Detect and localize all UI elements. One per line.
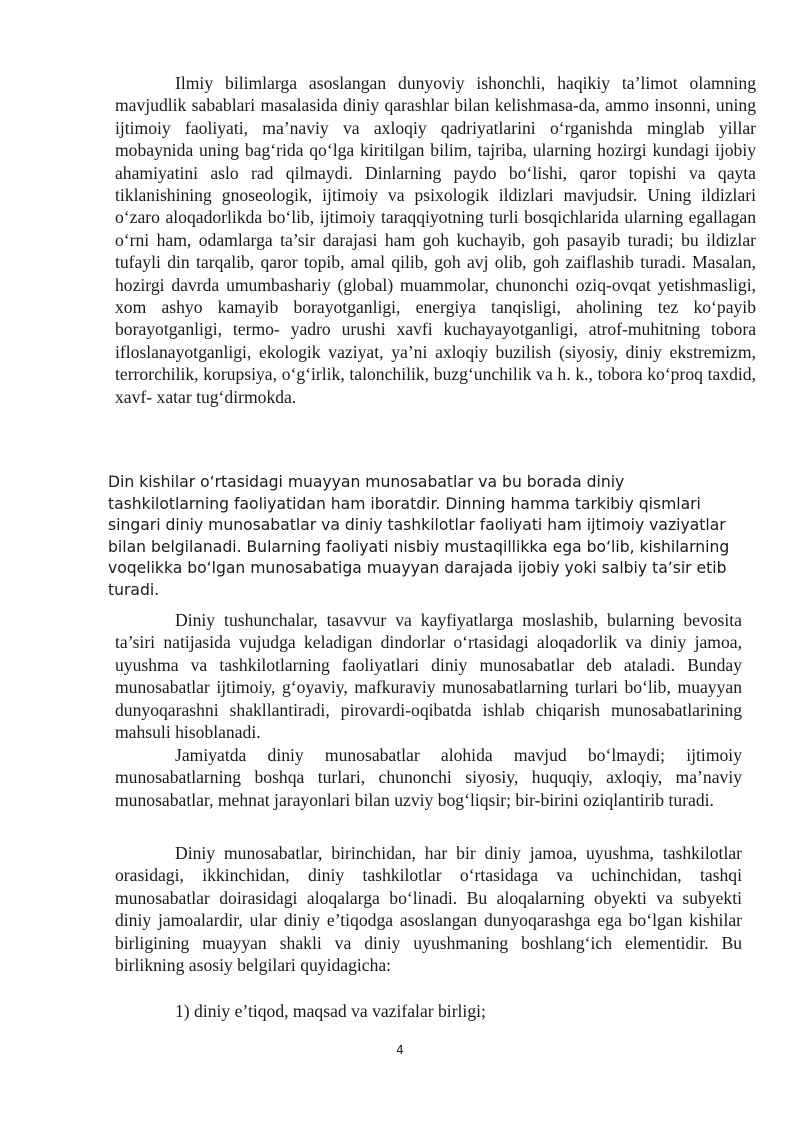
body-paragraph: Jamiyatda diniy munosabatlar alohida mavjud bo‘lmaydi; ijtimoiy munosabatlarning boshqa turlari, chunonchi siyosiy, huquqiy, axloqiy, ma’naviy munosabatlar, mehnat jarayonlari bilan uzviy bog‘liqsir; bir-birini oziqlantirib turadi. [115,745,742,810]
page-number: 4 [396,1043,404,1057]
body-paragraph: Ilmiy bilimlarga asoslangan dunyoviy ishonchli, haqikiy ta’limot olamning mavjudlik sabablari masalasida diniy qarashlar bilan kelishmasa-da, ammo insonni, uning ijtimoiy faoliyati, ma’naviy va axloqiy qadriyatlarini o‘rganishda minglab yillar mobaynida uning bag‘rida qo‘lga kiritilgan bilim, tajriba, ularning hozirgi kundagi ijobiy ahamiyatini aslo rad qilmaydi. Dinlarning paydo bo‘lishi, qaror topishi va qayta tiklanishining gnoseologik, ijtimoiy va psixologik ildizlari mavjudsir. Uning ildizlari o‘zaro aloqadorlikda bo‘lib, ijtimoiy taraqqiyotning turli bosqichlarida ularning egallagan o‘rni ham, odamlarga ta’sir darajasi ham goh kuchayib, goh pasayib turadi; bu ildizlar tufayli din tarqalib, qaror topib, amal qilib, goh avj olib, goh zaiflashib turadi. Masalan, hozirgi davrda umumbashariy (global) muammolar, chunonchi oziq-ovqat yetishmasligi, xom ashyo kamayib borayotganligi, energiya tanqisligi, aholining tez ko‘payib borayotganligi, termo- yadro urushi xavfi kuchayayotganligi, atrof-muhitning tobora ifloslanayotganligi, ekologik vaziyat, ya’ni axloqiy buzilish (siyosiy, diniy ekstremizm, terrorchilik, korupsiya, o‘g‘irlik, talonchilik, buzg‘unchilik va h. k., tobora ko‘proq taxdid, xavf- xatar tug‘dirmokda. [115,73,756,407]
body-paragraph: Din kishilar o‘rtasidagi muayyan munosabatlar va bu borada diniy tashkilotlarning faoliyatidan ham iboratdir. Dinning hamma tarkibiy qismlari singari diniy munosabatlar va diniy tashkilotlar faoliyati ham ijtimoiy vaziyatlar bilan belgilanadi. Bularning faoliyati nisbiy mustaqillikka ega bo‘lib, kishilarning voqelikka bo‘lgan munosabatiga muayyan darajada ijobiy yoki salbiy ta’sir etib turadi. [108,473,730,599]
list-item: 1) diniy e’tiqod, maqsad va vazifalar birligi; [175,1001,486,1021]
body-paragraph: Diniy tushunchalar, tasavvur va kayfiyatlarga moslashib, bularning bevosita ta’siri natijasida vujudga keladigan dindorlar o‘rtasidagi aloqadorlik va diniy jamoa, uyushma va tashkilotlarning faoliyatlari diniy munosabatlar deb ataladi. Bunday munosabatlar ijtimoiy, g‘oyaviy, mafkuraviy munosabatlarning turlari bo‘lib, muayyan dunyoqarashni shakllantiradi, pirovardi-oqibatda ishlab chiqarish munosabatlarining mahsuli hisoblanadi. [115,610,742,743]
body-paragraph: Diniy munosabatlar, birinchidan, har bir diniy jamoa, uyushma, tashkilotlar orasidagi, ikkinchidan, diniy tashkilotlar o‘rtasidaga va uchinchidan, tashqi munosabatlar doirasidagi aloqalarga bo‘linadi. Bu aloqalarning obyekti va subyekti diniy jamoalardir, ular diniy e’tiqodga asoslangan dunyoqarashga ega bo‘lgan kishilar birligining muayyan shakli va diniy uyushmaning boshlang‘ich elementidir. Bu birlikning asosiy belgilari quyidagicha: [115,843,742,976]
